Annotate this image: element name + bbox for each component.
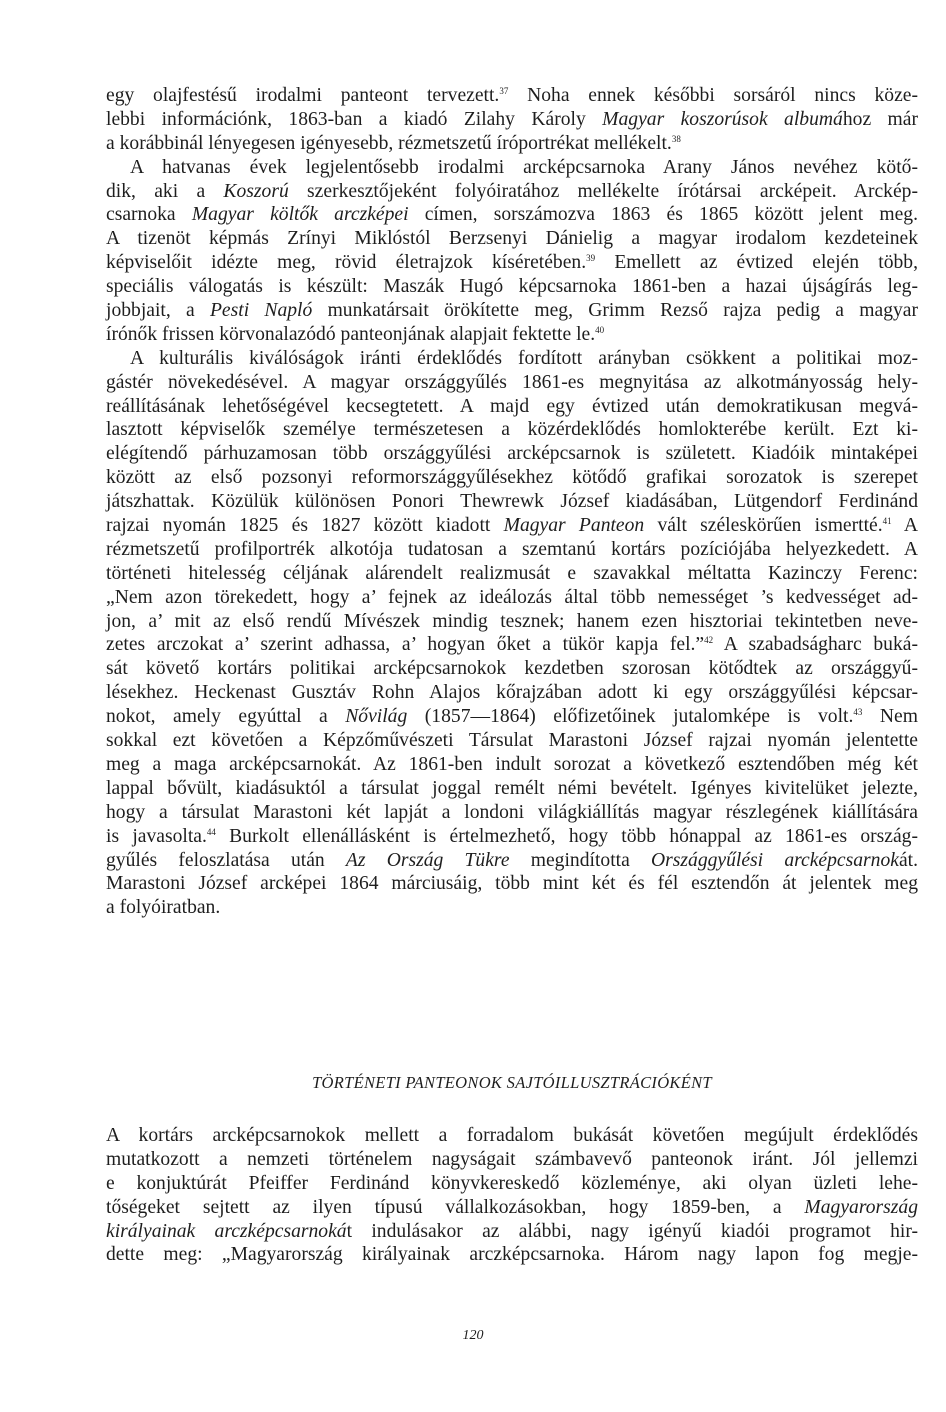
text-line xyxy=(106,347,918,371)
text-line xyxy=(106,538,918,562)
section-text-block xyxy=(106,1124,918,1267)
text-segment: (1857—1864) előfizetőinek jutalomképe is volt. xyxy=(407,706,854,728)
page-number: 120 xyxy=(462,1328,484,1343)
text-segment: címen, sorszámozva 1863 és 1865 között jelent meg. xyxy=(408,204,918,226)
text-segment: reállításának lehetőségével kecsegtetett. A majd egy évtized után demokratikusan megvá- xyxy=(106,395,918,417)
text-segment: zetes arczokat a’ szerint adhassa, a’ hogyan őket a tükör kapja fel.” xyxy=(106,634,705,656)
text-line xyxy=(106,275,918,299)
text-segment: között az első pozsonyi reformországgyűlésekhez kötődő grafikai sorozatok is szerepet xyxy=(106,467,918,489)
text-segment: „Nem azon törekedett, hogy a’ fejnek az ideálozás által több nemességet ’s kedvességet ad- xyxy=(106,586,918,608)
text-segment: meg a maga arcképcsarnokát. Az 1861-ben indult sorozat a következő esztendőben még két xyxy=(106,753,918,775)
text-line xyxy=(106,251,918,275)
text-line xyxy=(106,132,918,156)
text-segment: A szabadságharc buká- xyxy=(713,634,918,656)
text-line xyxy=(106,203,918,227)
italic-title: Koszorú xyxy=(223,180,289,202)
italic-title: Nővilág xyxy=(345,706,408,728)
italic-title: Magyar Panteon xyxy=(503,515,645,537)
text-line xyxy=(106,84,918,108)
text-segment: e konjuktúrát Pfeiffer Ferdinánd könyvkereskedő közleménye, aki olyan üzleti lehe- xyxy=(106,1172,918,1194)
text-segment: t indulásakor az alábbi, nagy igényű kiadói programot hir- xyxy=(346,1220,919,1242)
text-segment: sát követő kortárs politikai arcképcsarnokok kezdetben szorosan kötődtek az országgyű- xyxy=(106,658,918,680)
text-line xyxy=(106,418,918,442)
text-segment: át. xyxy=(898,849,918,871)
text-segment: a korábbinál lényegesen igényesebb, rézmetszetű íróportrékat mellékelt. xyxy=(106,132,672,154)
italic-title: királyainak arczképcsarnoká xyxy=(106,1220,347,1242)
text-segment: elégítendő párhuzamosan több országgyűlési arcképcsarnok is született. Kiadóik mintaképei xyxy=(106,443,918,465)
footnote-marker: 38 xyxy=(671,133,681,144)
text-line xyxy=(106,466,918,490)
text-line xyxy=(106,227,918,251)
text-segment: is javasolta. xyxy=(106,825,207,847)
text-segment: A kortárs arcképcsarnokok mellett a forradalom bukását követően megújult érdeklődés xyxy=(106,1125,918,1146)
text-line xyxy=(106,108,918,132)
text-segment: megindította xyxy=(509,849,651,871)
text-line xyxy=(106,872,918,896)
text-line xyxy=(106,729,918,753)
text-line xyxy=(106,1220,918,1244)
text-segment: mutatkozott a nemzeti történelem nagyságait számbavevő panteonok iránt. Jól jellemzi xyxy=(106,1148,918,1170)
text-segment: gástér növekedésével. A magyar országgyűlés 1861-es megnyitása az alkotmányosság hely- xyxy=(106,371,918,393)
text-line xyxy=(106,442,918,466)
text-line xyxy=(106,299,918,323)
text-segment: vált széleskörűen ismertté. xyxy=(644,515,883,537)
text-segment: rajzai nyomán 1825 és 1827 között kiadott xyxy=(106,515,504,537)
text-segment: sokkal ezt követően a Képzőművészeti Társulat Marastoni József rajzai nyomán jelentette xyxy=(106,730,918,752)
footnote-marker: 44 xyxy=(206,826,216,837)
text-line xyxy=(106,371,918,395)
italic-title: Az Ország Tükre xyxy=(345,849,510,871)
text-line xyxy=(106,490,918,514)
text-line xyxy=(106,849,918,873)
text-segment: jobbjait, a xyxy=(106,300,210,322)
text-segment: speciális válogatás is készült: Maszák Hugó képcsarnoka 1861-ben a hazai újságírás leg- xyxy=(106,276,918,298)
text-segment: hogy a társulat Marastoni két lapját a londoni világkiállítás magyar részlegének kiállítására xyxy=(106,801,918,823)
text-segment: A tizenöt képmás Zrínyi Miklóstól Berzsenyi Dánielig a magyar irodalom kezdeteinek xyxy=(106,228,918,250)
text-line xyxy=(106,633,918,657)
italic-title: Magyar koszorúsok albumá xyxy=(602,108,843,130)
text-line xyxy=(106,323,918,347)
text-segment: Nem xyxy=(862,706,918,728)
text-segment: munkatársait örökítette meg, Grimm Rezső rajza pedig a magyar xyxy=(312,300,919,322)
text-segment: Burkolt ellenállásként is értelmezhető, hogy több hónappal az 1861-es ország- xyxy=(215,825,918,847)
text-line xyxy=(106,1148,918,1172)
text-line xyxy=(106,156,918,180)
text-line xyxy=(106,1243,918,1267)
text-segment: A hatvanas évek legjelentősebb irodalmi arcképcsarnoka Arany János nevéhez kötő- xyxy=(130,156,918,178)
text-segment: szerkesztőjeként folyóiratához mellékelte írótársai arcképeit. Arckép- xyxy=(288,180,918,202)
text-line xyxy=(106,753,918,777)
text-segment: A xyxy=(891,515,918,537)
text-segment: történeti hitelesség céljának alárendelt realizmusát e szavakkal méltatta Kazinczy Ferenc: xyxy=(106,562,918,584)
text-line xyxy=(106,705,918,729)
section-heading: TÖRTÉNETI PANTEONOK SAJTÓILLUSZTRÁCIÓKÉNT xyxy=(312,1073,712,1092)
italic-title: Magyar költők arczképei xyxy=(191,204,409,226)
footnote-marker: 41 xyxy=(882,516,892,527)
text-segment: dette meg: „Magyarország királyainak arczképcsarnoka. Három nagy lapon fog megje- xyxy=(106,1244,918,1266)
text-segment: csarnoka xyxy=(106,204,192,226)
text-segment: rézmetszetű profilportrék alkotója tudatosan a szemtanú kortárs pozíciójába helyezkedett. A xyxy=(106,538,918,560)
text-segment: a folyóiratban. xyxy=(106,897,221,919)
text-segment: nokot, amely egyúttal a xyxy=(106,706,346,728)
text-segment: lappal bővült, kiadásuktól a társulat joggal remélt némi bevételt. Igényes kivitelüket jelezte, xyxy=(106,777,918,799)
text-segment: írónők frissen körvonalazódó panteonjának alapjait fektette le. xyxy=(106,323,596,345)
text-line xyxy=(106,777,918,801)
text-line xyxy=(106,825,918,849)
text-segment: lésekhez. Heckenast Gusztáv Rohn Alajos kőrajzában adott ki egy országgyűlési képcsar- xyxy=(106,682,918,704)
footnote-marker: 39 xyxy=(586,253,596,264)
text-segment: tőségeket sejtett az ilyen típusú vállalkozásokban, hogy 1859-ben, a xyxy=(106,1196,805,1218)
footnote-marker: 37 xyxy=(499,86,509,96)
text-line xyxy=(106,1196,918,1220)
text-line xyxy=(106,1124,918,1148)
text-line xyxy=(106,180,918,204)
text-line xyxy=(106,514,918,538)
italic-title: Pesti Napló xyxy=(209,300,313,322)
text-line xyxy=(106,610,918,634)
text-segment: játszhattak. Közülük különösen Ponori Thewrewk József kiadásában, Lütgendorf Ferdinánd xyxy=(106,491,918,513)
text-line xyxy=(106,395,918,419)
footnote-marker: 43 xyxy=(853,707,863,718)
text-line xyxy=(106,896,918,920)
text-segment: Noha ennek későbbi sorsáról nincs köze- xyxy=(508,85,918,106)
text-segment: jon, a’ mit az első rendű Mívészek mindig tesznek; hanem ezen hisztoriai tekintetben neve- xyxy=(106,610,918,632)
text-segment: lasztott képviselők személye természetesen a közérdeklődés homlokterébe került. Ezt ki- xyxy=(106,419,918,441)
text-line xyxy=(106,657,918,681)
text-segment: Emellett az évtized elején több, xyxy=(595,252,918,274)
text-segment: egy olajfestésű irodalmi panteont tervezett. xyxy=(106,85,500,106)
text-segment: A kulturális kiválóságok iránti érdeklődés fordított arányban csökkent a politikai moz- xyxy=(130,347,918,369)
italic-title: Magyarország xyxy=(804,1196,918,1218)
text-line xyxy=(106,681,918,705)
footnote-marker: 40 xyxy=(595,324,605,335)
footnote-marker: 42 xyxy=(704,635,714,646)
text-segment: hoz már xyxy=(842,108,918,130)
main-text-block xyxy=(106,84,918,920)
text-segment: képviselőit idézte meg, rövid életrajzok kíséretében. xyxy=(106,252,587,274)
text-line xyxy=(106,586,918,610)
text-segment: gyűlés feloszlatása után xyxy=(106,849,346,871)
text-line xyxy=(106,1172,918,1196)
text-segment: dik, aki a xyxy=(106,180,224,202)
text-segment: lebbi információnk, 1863-ban a kiadó Zilahy Károly xyxy=(106,108,603,130)
text-line xyxy=(106,562,918,586)
text-segment: Marastoni József arcképei 1864 márciusáig, több mint két és fél esztendőn át jelentek meg xyxy=(106,873,918,895)
italic-title: Országgyűlési arcképcsarnok xyxy=(651,849,899,871)
text-line xyxy=(106,801,918,825)
